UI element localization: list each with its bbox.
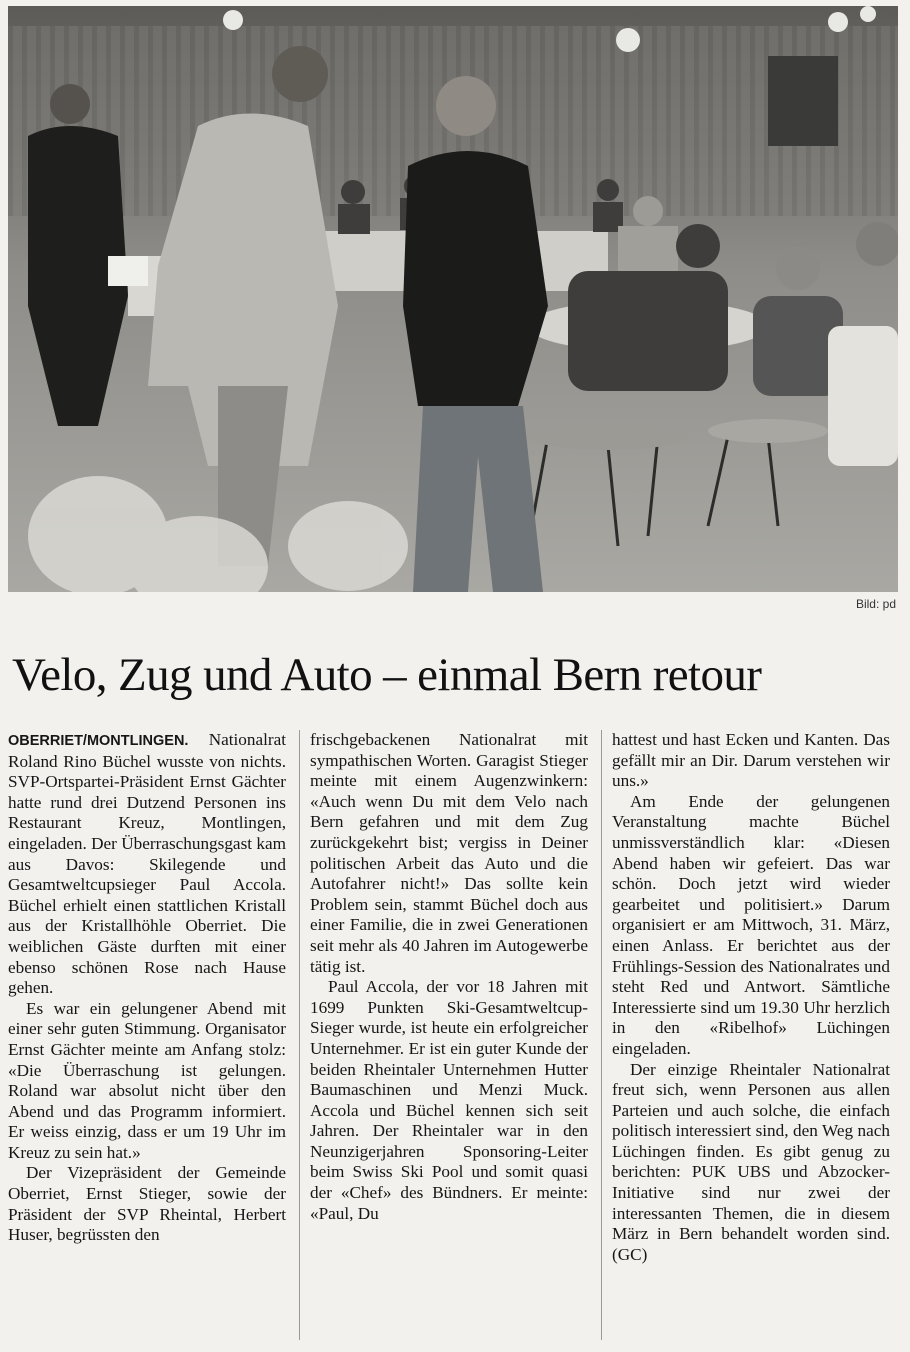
paragraph: Es war ein gelungener Abend mit einer sehr guten Stimmung. Organisator Ernst Gächter meinte am Anfang stolz: «Die Überraschung ist gelungen. Roland war absolut nicht über den Abend und das Programm informiert. Er weiss einzig, dass er um 19 Uhr im Kreuz zu sein hat.» [8,998,286,1162]
paragraph: frischgebackenen Nationalrat mit sympathischen Worten. Garagist Stieger meinte mit einem Augenzwinkern: «Auch wenn Du mit dem Velo nach Bern gefahren und mit dem Zug zurückgekehrt bist; vergiss in Deiner politischen Arbeit das Auto und die Autofahrer nicht!» Das sollte kein Problem sein, stammt Büchel doch aus einer Familie, die in zwei Generationen seit mehr als 40 Jahren im Autogewerbe tätig ist. [310,730,588,976]
photo-credit: Bild: pd [855,597,896,611]
paragraph [8,730,286,999]
paragraph-text: Nationalrat Roland Rino Büchel wusste von nichts. SVP-Ortspartei-Präsident Ernst Gächter hatte rund drei Dutzend Personen ins Restaurant Kreuz, Montlingen, eingeladen. Der Überraschungsgast kam aus Davos: Skilegende und Gesamtweltcupsieger Paul Accola. Büchel erhielt einen stattlichen Kristall aus der Kristallhöhle Oberriet. Die weiblichen Gäste durften mit einer ebenso schönen Rose nach Hause gehen. [8,730,286,998]
article-photo [8,6,898,592]
article-column-2 [310,730,588,1345]
paragraph: Der Vizepräsident der Gemeinde Oberriet, Ernst Stieger, sowie der Präsident der SVP Rheintal, Herbert Huser, begrüssten den [8,1163,286,1245]
dateline: OBERRIET/MONTLINGEN. [8,733,189,749]
article-column-1 [8,730,286,1345]
column-divider [601,730,602,1340]
paragraph: hattest und hast Ecken und Kanten. Das gefällt mir an Dir. Darum verstehen wir uns.» [612,730,890,791]
column-divider [299,730,300,1340]
headline: Velo, Zug und Auto – einmal Bern retour [12,649,762,701]
paragraph: Am Ende der gelungenen Veranstaltung machte Büchel unmissverständlich klar: «Diesen Abend haben wir gefeiert. Das war schön. Doch jetzt wird wieder gearbeitet und politisiert.» Darum organisiert er am Mittwoch, 31. März, einen Anlass. Er berichtet aus der Frühlings-Session des Nationalrates und steht Red und Antwort. Sämtliche Interessierte sind um 19.30 Uhr herzlich in den «Ribelhof» Lüchingen eingeladen. [612,791,890,1058]
article-column-3 [612,730,890,1345]
paragraph: Paul Accola, der vor 18 Jahren mit 1699 Punkten Ski-Gesamtweltcup-Sieger wurde, ist heute ein erfolgreicher Unternehmer. Er ist ein guter Kunde der beiden Rheintaler Unternehmen Hutter Baumaschinen und Menzi Muck. Accola und Büchel kennen sich seit Jahren. Der Rheintaler war in den Neunzigerjahren Sponsoring-Leiter beim Swiss Ski Pool und somit quasi der «Chef» des Bündners. Er meinte: «Paul, Du [310,977,588,1223]
paragraph: Der einzige Rheintaler Nationalrat freut sich, wenn Personen aus allen Parteien und auch solche, die einfach politisch interessiert sind, den Weg nach Lüchingen finden. Es gibt genug zu berichten: PUK UBS und Abzocker-Initiative sind nur zwei der interessanten Themen, die in diesem März in Bern behandelt worden sind. (GC) [612,1059,890,1264]
